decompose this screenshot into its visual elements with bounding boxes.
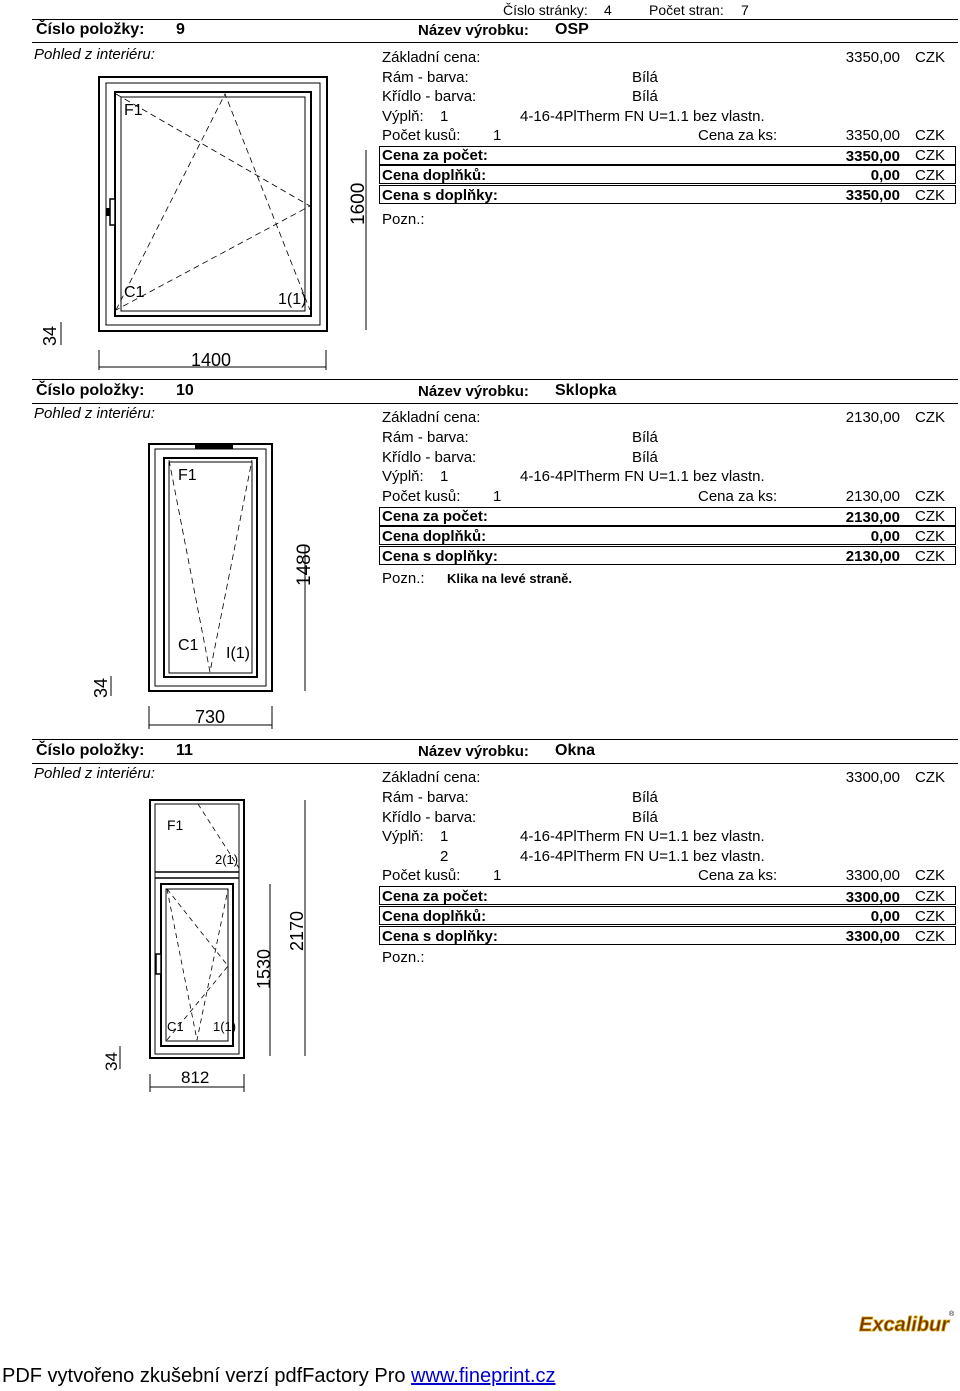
window-drawing-sklopka <box>85 436 325 736</box>
total-price: 3350,00 <box>845 148 900 165</box>
sash-color-label: Křídlo - barva: <box>382 809 477 826</box>
price-with-accessories: 3300,00 <box>845 928 900 945</box>
quantity: 1 <box>493 127 502 144</box>
window-drawing-osp <box>36 70 376 370</box>
price-with-accessories-label: Cena s doplňky: <box>382 548 498 565</box>
accessories-price-label: Cena doplňků: <box>382 167 487 184</box>
glazing-index: 1 <box>440 468 449 485</box>
currency: CZK <box>915 147 945 164</box>
glazing-label: Výplň: <box>382 108 424 125</box>
glazing-label: Výplň: <box>382 468 424 485</box>
total-height-dimension: 2170 <box>287 910 307 951</box>
total-pages: 7 <box>741 2 749 18</box>
currency: CZK <box>915 928 945 945</box>
width-dimension: 1400 <box>191 350 232 370</box>
height-dimension: 1600 <box>348 182 369 225</box>
price-with-accessories-label: Cena s doplňky: <box>382 187 498 204</box>
accessories-price: 0,00 <box>870 167 900 184</box>
frame-color-label: Rám - barva: <box>382 69 469 86</box>
item-divider <box>32 19 958 20</box>
unit-price-label: Cena za ks: <box>698 867 778 884</box>
product-name: Okna <box>555 742 596 759</box>
glazing-label: Výplň: <box>382 828 424 845</box>
total-price-label: Cena za počet: <box>382 147 488 164</box>
glazing-spec: 4-16-4PlTherm FN U=1.1 bez vlastn. <box>520 108 765 125</box>
product-name-label: Název výrobku: <box>418 743 529 760</box>
svg-text:®: ® <box>949 1311 955 1318</box>
accessories-price-label: Cena doplňků: <box>382 908 487 925</box>
accessories-price-label: Cena doplňků: <box>382 528 487 545</box>
footer <box>2 1365 556 1388</box>
unit-price: 3350,00 <box>845 127 900 144</box>
product-name-label: Název výrobku: <box>418 22 529 39</box>
currency: CZK <box>915 127 945 144</box>
note-label: Pozn.: <box>382 211 425 228</box>
frame-color-label: Rám - barva: <box>382 789 469 806</box>
c-label: C1 <box>167 1019 184 1034</box>
frame-color-label: Rám - barva: <box>382 429 469 446</box>
view-label: Pohled z interiéru: <box>34 46 155 63</box>
sash-color: Bílá <box>632 88 658 105</box>
currency: CZK <box>915 908 945 925</box>
currency: CZK <box>915 548 945 565</box>
c-label: C1 <box>124 284 145 301</box>
glass-label-bottom: 1(1) <box>213 1019 237 1034</box>
unit-price-label: Cena za ks: <box>698 127 778 144</box>
unit-price: 3300,00 <box>845 867 900 884</box>
page-number-label: Číslo stránky: <box>503 2 588 18</box>
frame-color: Bílá <box>632 789 658 806</box>
glass-label: 1(1) <box>278 291 307 308</box>
item-number: 10 <box>176 382 194 399</box>
page-number: 4 <box>604 2 612 18</box>
glass-label-top: 2(1) <box>215 852 239 867</box>
currency: CZK <box>915 769 945 786</box>
product-name: OSP <box>555 21 589 38</box>
item-number: 9 <box>176 21 185 38</box>
total-price-label: Cena za počet: <box>382 508 488 525</box>
width-dimension: 812 <box>181 1068 210 1087</box>
profile-dimension: 34 <box>102 1052 121 1071</box>
product-name: Sklopka <box>555 382 617 399</box>
base-price-label: Základní cena: <box>382 409 481 426</box>
sash-label: F1 <box>124 102 143 119</box>
sash-color: Bílá <box>632 809 658 826</box>
total-price: 3300,00 <box>845 889 900 906</box>
profile-dimension: 34 <box>40 325 60 346</box>
height-dimension: 1480 <box>294 543 315 586</box>
base-price: 3350,00 <box>845 49 900 66</box>
item-number: 11 <box>176 742 193 759</box>
view-label: Pohled z interiéru: <box>34 405 155 422</box>
sash-color-label: Křídlo - barva: <box>382 88 477 105</box>
note-label: Pozn.: <box>382 949 425 966</box>
footer-link[interactable]: www.fineprint.cz <box>411 1365 556 1387</box>
item-divider <box>32 739 958 740</box>
item-divider <box>32 42 958 43</box>
lower-height-dimension: 1530 <box>254 948 274 989</box>
glazing-index: 1 <box>440 108 449 125</box>
sash-label: F1 <box>167 817 184 833</box>
item-number-label: Číslo položky: <box>36 382 145 399</box>
item-number-label: Číslo položky: <box>36 742 145 759</box>
frame-color: Bílá <box>632 69 658 86</box>
currency: CZK <box>915 187 945 204</box>
currency: CZK <box>915 528 945 545</box>
base-price: 3300,00 <box>845 769 900 786</box>
total-price: 2130,00 <box>845 509 900 526</box>
sash-color: Bílá <box>632 449 658 466</box>
view-label: Pohled z interiéru: <box>34 765 155 782</box>
total-pages-label: Počet stran: <box>649 2 724 18</box>
item-divider <box>32 379 958 380</box>
product-name-label: Název výrobku: <box>418 383 529 400</box>
currency: CZK <box>915 508 945 525</box>
total-price-label: Cena za počet: <box>382 888 488 905</box>
glazing-spec: 4-16-4PlTherm FN U=1.1 bez vlastn. <box>520 468 765 485</box>
glazing-spec: 4-16-4PlTherm FN U=1.1 bez vlastn. <box>520 848 765 865</box>
accessories-price: 0,00 <box>870 908 900 925</box>
base-price: 2130,00 <box>845 409 900 426</box>
quantity: 1 <box>493 488 502 505</box>
item-number-label: Číslo položky: <box>36 21 145 38</box>
glazing-spec: 4-16-4PlTherm FN U=1.1 bez vlastn. <box>520 828 765 845</box>
sash-label: F1 <box>178 467 197 484</box>
footer-text: PDF vytvořeno zkušební verzí pdfFactory Pro <box>2 1365 412 1387</box>
currency: CZK <box>915 167 945 184</box>
width-dimension: 730 <box>195 707 226 727</box>
price-with-accessories: 3350,00 <box>845 187 900 204</box>
price-with-accessories-label: Cena s doplňky: <box>382 928 498 945</box>
quantity: 1 <box>493 867 502 884</box>
currency: CZK <box>915 867 945 884</box>
currency: CZK <box>915 409 945 426</box>
item-divider <box>32 403 958 404</box>
note-text: Klika na levé straně. <box>447 571 573 586</box>
logo-graphic <box>855 1308 955 1338</box>
c-label: C1 <box>178 637 199 654</box>
glazing-index: 2 <box>440 848 449 865</box>
currency: CZK <box>915 488 945 505</box>
item-divider <box>32 763 958 764</box>
frame-color: Bílá <box>632 429 658 446</box>
excalibur-logo <box>855 1308 955 1338</box>
base-price-label: Základní cena: <box>382 49 481 66</box>
quantity-label: Počet kusů: <box>382 488 461 505</box>
glass-label: I(1) <box>226 645 250 662</box>
window-drawing-okna <box>95 794 315 1094</box>
currency: CZK <box>915 888 945 905</box>
svg-text:Excalibur: Excalibur <box>859 1314 950 1336</box>
currency: CZK <box>915 49 945 66</box>
price-with-accessories: 2130,00 <box>845 548 900 565</box>
profile-dimension: 34 <box>91 677 111 698</box>
accessories-price: 0,00 <box>870 528 900 545</box>
glazing-index: 1 <box>440 828 449 845</box>
sash-color-label: Křídlo - barva: <box>382 449 477 466</box>
quantity-label: Počet kusů: <box>382 127 461 144</box>
quantity-label: Počet kusů: <box>382 867 461 884</box>
unit-price: 2130,00 <box>845 488 900 505</box>
base-price-label: Základní cena: <box>382 769 481 786</box>
note-label: Pozn.: <box>382 570 425 587</box>
unit-price-label: Cena za ks: <box>698 488 778 505</box>
